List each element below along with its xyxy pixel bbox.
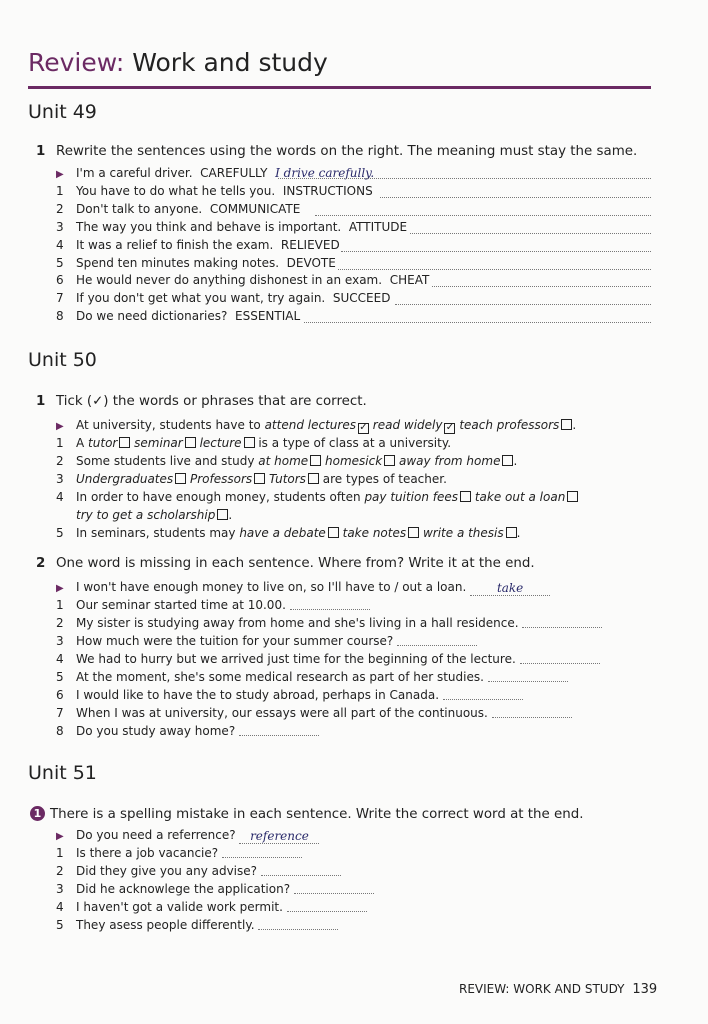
answer-line[interactable] — [294, 883, 374, 894]
answer-line[interactable] — [395, 304, 651, 305]
title-rest: Work and study — [132, 48, 328, 77]
option: away from home — [398, 454, 501, 468]
unit51-ex1-instruction — [30, 806, 584, 822]
list-item — [56, 724, 319, 740]
item-number: 4 — [56, 238, 64, 252]
answer-line[interactable] — [432, 286, 651, 287]
tick-box[interactable] — [175, 473, 186, 484]
item-number: 2 — [56, 616, 64, 630]
tick-box[interactable] — [217, 509, 228, 520]
unit49-example — [56, 166, 374, 182]
page-title — [28, 48, 328, 77]
option: attend lectures — [264, 418, 356, 432]
sentence-part: At university, students have to — [76, 418, 261, 432]
list-item — [56, 598, 370, 614]
sentence-end: . — [228, 508, 233, 522]
tick-box-checked[interactable]: ✓ — [445, 422, 455, 433]
list-item — [56, 526, 520, 542]
tick-box[interactable] — [567, 491, 578, 502]
option: pay tuition fees — [364, 490, 459, 504]
tick-box[interactable] — [119, 437, 130, 448]
sentence: I would like to have the to study abroad, perhaps in Canada. — [76, 688, 440, 702]
item-number: 2 — [56, 202, 64, 216]
answer-line[interactable] — [287, 901, 367, 912]
sentence: You have to do what he tells you. — [76, 184, 276, 198]
unit50-ex2-instruction — [36, 556, 535, 571]
option: Undergraduates — [76, 472, 174, 486]
option: at home — [258, 454, 309, 468]
option: Professors — [189, 472, 253, 486]
keyword: ATTITUDE — [348, 220, 408, 234]
title-highlight: Review: — [28, 48, 125, 77]
item-number: 8 — [56, 724, 64, 738]
sentence: Did they give you any advise? — [76, 864, 258, 878]
option: tutor — [88, 436, 118, 450]
list-item — [56, 273, 429, 289]
item-number: 4 — [56, 490, 64, 504]
list-item — [56, 202, 300, 218]
answer-line[interactable] — [492, 707, 572, 718]
sentence: It was a relief to finish the exam. — [76, 238, 274, 252]
item-number: 2 — [56, 864, 64, 878]
sentence: Is there a job vacancie? — [76, 846, 219, 860]
option: teach professors — [459, 418, 560, 432]
option: homesick — [325, 454, 383, 468]
sentence-part: In seminars, students may — [76, 526, 236, 540]
list-item — [56, 291, 390, 307]
sentence: How much were the tuition for your summer course? — [76, 634, 394, 648]
keyword: ESSENTIAL — [235, 309, 301, 323]
answer-line[interactable] — [338, 269, 651, 270]
unit-50-heading: Unit 50 — [28, 349, 97, 371]
list-item — [56, 688, 523, 704]
tick-box[interactable] — [244, 437, 255, 448]
list-item — [56, 670, 568, 686]
item-number: 8 — [56, 309, 64, 323]
answer-handwritten[interactable]: I drive carefully. — [275, 166, 375, 180]
answer-line[interactable] — [520, 653, 600, 664]
answer-line[interactable] — [278, 178, 651, 179]
sentence: They asess people differently. — [76, 918, 255, 932]
item-number: 1 — [56, 846, 64, 860]
sentence-end: is a type of class at a university. — [258, 436, 452, 450]
option: read widely — [372, 418, 443, 432]
item-number: 3 — [56, 882, 64, 896]
list-item — [56, 706, 572, 722]
page-number: 139 — [632, 982, 658, 997]
sentence: He would never do anything dishonest in an exam. — [76, 273, 383, 287]
example-arrow-icon: ▶ — [56, 169, 64, 180]
sentence-part: In order to have enough money, students often — [76, 490, 361, 504]
unit51-example — [56, 828, 319, 844]
answer-line[interactable] — [522, 617, 602, 628]
answer-line[interactable] — [410, 233, 651, 234]
list-item — [56, 220, 407, 236]
tick-box-checked[interactable]: ✓ — [359, 422, 368, 433]
item-number: 5 — [56, 918, 64, 932]
sentence: At the moment, she's some medical research as part of her studies. — [76, 670, 484, 684]
option: have a debate — [239, 526, 326, 540]
item-number: 6 — [56, 688, 64, 702]
answer-line[interactable] — [380, 197, 651, 198]
sentence: Do you study away home? — [76, 724, 236, 738]
sentence: Do we need dictionaries? — [76, 309, 228, 323]
keyword: INSTRUCTIONS — [282, 184, 373, 198]
sentence-part: Some students live and study — [76, 454, 255, 468]
sentence-end: . — [572, 418, 577, 432]
tick-box[interactable] — [254, 473, 265, 484]
sentence-part: A — [76, 436, 85, 450]
tick-box[interactable] — [328, 527, 339, 538]
item-number: 4 — [56, 900, 64, 914]
unit-49-heading: Unit 49 — [28, 101, 97, 123]
exercise-number: 2 — [36, 556, 46, 571]
option: Tutors — [268, 472, 306, 486]
item-number: 5 — [56, 256, 64, 270]
instruction-text: One word is missing in each sentence. Where from? Write it at the end. — [56, 556, 535, 571]
item-number: 7 — [56, 706, 64, 720]
answer-line[interactable] — [443, 689, 523, 700]
sentence: When I was at university, our essays were all part of the continuous. — [76, 706, 488, 720]
exercise-number: 1 — [36, 144, 46, 159]
keyword: CHEAT — [389, 273, 430, 287]
tick-box[interactable] — [185, 437, 196, 448]
footer-text: REVIEW: WORK AND STUDY — [459, 982, 625, 996]
example-arrow-icon: ▶ — [56, 421, 64, 432]
unit49-ex1-instruction — [36, 144, 637, 159]
keyword: RELIEVED — [280, 238, 340, 252]
list-item-continued — [76, 508, 232, 524]
sentence: I won't have enough money to live on, so I'll have to / out a loan. — [76, 580, 467, 594]
list-item — [56, 882, 374, 898]
sentence: We had to hurry but we arrived just time for the beginning of the lecture. — [76, 652, 516, 666]
answer-line[interactable] — [397, 635, 477, 646]
unit-51-heading: Unit 51 — [28, 762, 97, 784]
answer-handwritten[interactable]: reference — [239, 829, 319, 844]
tick-box[interactable] — [561, 419, 572, 430]
answer-line[interactable] — [239, 725, 319, 736]
item-number: 5 — [56, 670, 64, 684]
tick-box[interactable] — [502, 455, 513, 466]
page-footer — [459, 982, 657, 997]
tick-box[interactable] — [460, 491, 471, 502]
list-item — [56, 900, 367, 916]
unit50-example — [56, 418, 576, 434]
option: write a thesis — [422, 526, 504, 540]
item-number: 7 — [56, 291, 64, 305]
list-item — [56, 918, 338, 934]
list-item — [56, 436, 451, 452]
answer-line[interactable] — [304, 322, 651, 323]
item-number: 3 — [56, 634, 64, 648]
option: take notes — [342, 526, 407, 540]
answer-line[interactable] — [341, 251, 651, 252]
list-item — [56, 238, 340, 254]
item-number: 1 — [56, 598, 64, 612]
instruction-text: Tick (✓) the words or phrases that are correct. — [56, 394, 367, 409]
option: try to get a scholarship — [76, 508, 216, 522]
item-number: 1 — [56, 436, 64, 450]
list-item — [56, 309, 300, 325]
tick-box[interactable] — [506, 527, 517, 538]
sentence: Did he acknowlege the application? — [76, 882, 291, 896]
answer-line[interactable] — [222, 847, 302, 858]
exercise-number-badge: 1 — [30, 806, 45, 821]
sentence: Do you need a referrence? — [76, 828, 236, 842]
sentence: My sister is studying away from home and she's living in a hall residence. — [76, 616, 519, 630]
list-item — [56, 864, 341, 880]
keyword: COMMUNICATE — [209, 202, 301, 216]
tick-box[interactable] — [384, 455, 395, 466]
option: seminar — [134, 436, 183, 450]
example-arrow-icon: ▶ — [56, 583, 64, 594]
list-item — [56, 846, 302, 862]
list-item — [56, 652, 600, 668]
answer-line[interactable] — [258, 919, 338, 930]
item-number: 1 — [56, 184, 64, 198]
sentence: I'm a careful driver. — [76, 166, 193, 180]
example-arrow-icon: ▶ — [56, 831, 64, 842]
list-item — [56, 490, 578, 506]
tick-box[interactable] — [408, 527, 419, 538]
list-item — [56, 634, 477, 650]
answer-line[interactable] — [290, 599, 370, 610]
sentence-end: . — [516, 526, 521, 540]
sentence: The way you think and behave is important. — [76, 220, 342, 234]
sentence: I haven't got a valide work permit. — [76, 900, 283, 914]
list-item — [56, 616, 602, 632]
instruction-text: Rewrite the sentences using the words on the right. The meaning must stay the same. — [56, 144, 638, 159]
item-number: 5 — [56, 526, 64, 540]
keyword: DEVOTE — [286, 256, 336, 270]
sentence-end: are types of teacher. — [322, 472, 447, 486]
answer-line[interactable] — [315, 215, 651, 216]
item-number: 3 — [56, 472, 64, 486]
item-number: 4 — [56, 652, 64, 666]
answer-line[interactable] — [488, 671, 568, 682]
tick-box[interactable] — [308, 473, 319, 484]
option: lecture — [199, 436, 242, 450]
keyword: CAREFULLY — [200, 166, 268, 180]
tick-box[interactable] — [310, 455, 321, 466]
option: take out a loan — [474, 490, 566, 504]
item-number: 3 — [56, 220, 64, 234]
unit50-ex2-example — [56, 580, 550, 596]
sentence: Don't talk to anyone. — [76, 202, 203, 216]
item-number: 2 — [56, 454, 64, 468]
list-item — [56, 256, 336, 272]
sentence: Our seminar started time at 10.00. — [76, 598, 286, 612]
list-item — [56, 454, 517, 470]
item-number: 6 — [56, 273, 64, 287]
answer-handwritten[interactable]: take — [470, 581, 550, 596]
title-rule — [28, 86, 651, 89]
sentence: If you don't get what you want, try again. — [76, 291, 326, 305]
exercise-number: 1 — [36, 394, 46, 409]
sentence-end: . — [513, 454, 518, 468]
answer-line[interactable] — [261, 865, 341, 876]
sentence: Spend ten minutes making notes. — [76, 256, 280, 270]
list-item — [56, 184, 373, 200]
unit50-ex1-instruction — [36, 394, 367, 409]
list-item — [56, 472, 447, 488]
instruction-text: There is a spelling mistake in each sentence. Write the correct word at the end. — [50, 807, 584, 822]
keyword: SUCCEED — [332, 291, 391, 305]
